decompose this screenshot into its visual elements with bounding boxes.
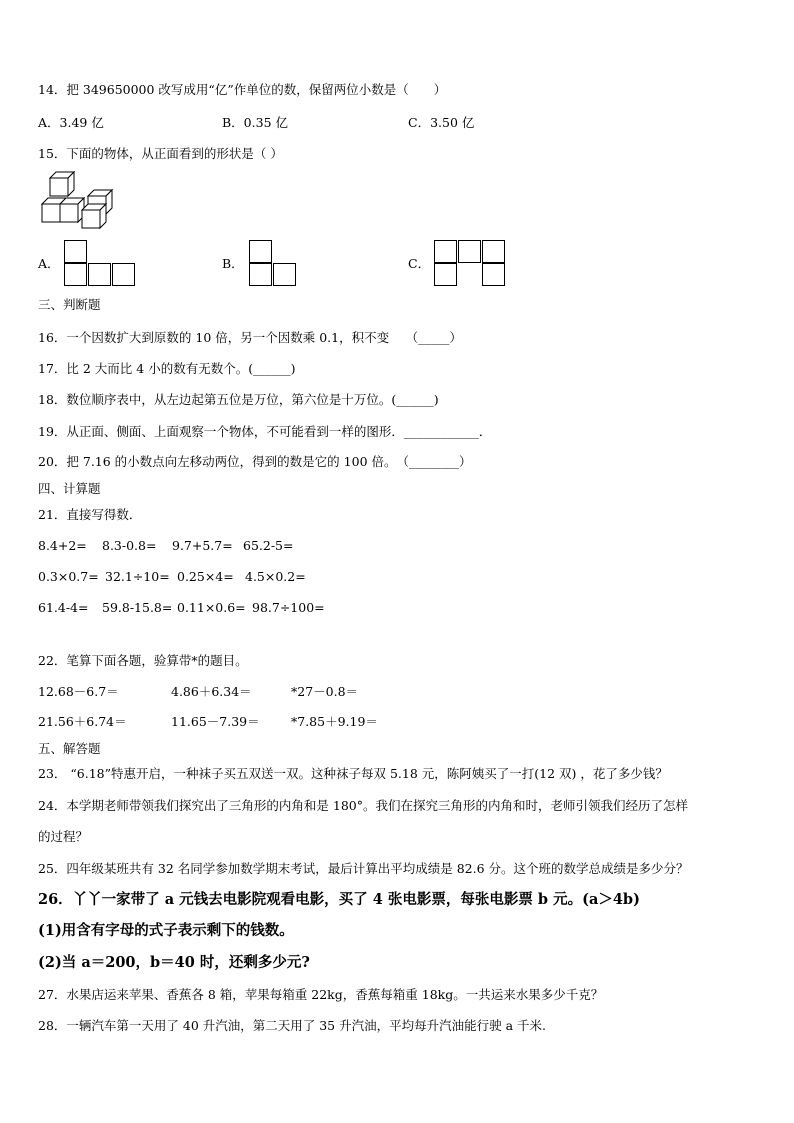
q28-text: 28．一辆汽车第一天用了 40 升汽油，第二天用了 35 升汽油，平均每升汽油能行驶 a 千米. <box>38 1018 546 1033</box>
q22-item: 21.56＋6.74＝ <box>38 714 127 729</box>
q18-text: 18．数位顺序表中，从左边起第五位是万位，第六位是十万位。(______) <box>38 392 439 407</box>
q24-text-cont: 的过程？ <box>38 829 89 844</box>
q22-item: *7.85＋9.19＝ <box>291 714 378 729</box>
q19-text: 19．从正面、侧面、上面观察一个物体，不可能看到一样的图形．____________． <box>38 424 492 439</box>
q20-text: 20．把 7.16 的小数点向左移动两位，得到的数是它的 100 倍。 （________） <box>38 454 472 469</box>
q21-item: 0.3×0.7= <box>38 569 99 584</box>
q21-item: 8.3-0.8= <box>102 538 157 553</box>
q15-shape-b <box>249 240 297 287</box>
q14-option-b: B．0.35 亿 <box>222 115 288 130</box>
q17-text: 17．比 2 大而比 4 小的数有无数个。(______) <box>38 361 296 376</box>
q14-option-c: C．3.50 亿 <box>408 115 475 130</box>
q21-stem: 21．直接写得数． <box>38 507 142 522</box>
section-calc-heading: 四、计算题 <box>38 481 101 496</box>
q15-option-a: A． <box>38 256 60 271</box>
section-solve-heading: 五、解答题 <box>38 741 101 756</box>
q26-part1: (1)用含有字母的式子表示剩下的钱数。 <box>38 922 294 939</box>
q21-item: 0.11×0.6= <box>177 600 246 615</box>
q21-item: 8.4+2= <box>38 538 87 553</box>
q26-stem: 26．丫丫一家带了 a 元钱去电影院观看电影，买了 4 张电影票，每张电影票 b 元。(a＞4b) <box>38 891 640 908</box>
q14-stem: 14．把 349650000 改写成用“亿”作单位的数，保留两位小数是（ ） <box>38 82 447 97</box>
q27-text: 27．水果店运来苹果、香蕉各 8 箱，苹果每箱重 22kg，香蕉每箱重 18kg。一共运来水果多少千克？ <box>38 987 604 1002</box>
q22-stem: 22．笔算下面各题，验算带*的题目。 <box>38 653 248 668</box>
q21-item: 59.8-15.8= <box>102 600 173 615</box>
q21-item: 9.7+5.7= <box>172 538 233 553</box>
q21-item: 98.7÷100= <box>252 600 325 615</box>
q24-text: 24．本学期老师带领我们探究出了三角形的内角和是 180°。我们在探究三角形的内角和时，老师引领我们经历了怎样 <box>38 798 688 813</box>
q25-text: 25．四年级某班共有 32 名同学参加数学期末考试，最后计算出平均成绩是 82.6 分。这个班的数学总成绩是多少分？ <box>38 861 689 876</box>
q22-item: 12.68－6.7＝ <box>38 684 119 699</box>
q15-shape-a <box>64 240 136 287</box>
q21-item: 32.1÷10= <box>105 569 170 584</box>
q21-item: 65.2-5= <box>243 538 294 553</box>
q14-option-a: A．3.49 亿 <box>38 115 104 130</box>
q15-option-c: C． <box>408 256 431 271</box>
q15-option-b: B． <box>222 256 244 271</box>
q16-text: 16．一个因数扩大到原数的 10 倍，另一个因数乘 0.1，积不变 （_____） <box>38 330 462 345</box>
q21-item: 0.25×4= <box>177 569 234 584</box>
q22-item: *27－0.8＝ <box>291 684 359 699</box>
section-judge-heading: 三、判断题 <box>38 297 101 312</box>
q21-item: 61.4-4= <box>38 600 89 615</box>
q22-item: 4.86＋6.34＝ <box>171 684 252 699</box>
q15-stem: 15．下面的物体，从正面看到的形状是（ ） <box>38 146 283 161</box>
q26-part2: (2)当 a＝200，b＝40 时，还剩多少元? <box>38 954 310 971</box>
q22-item: 11.65－7.39＝ <box>171 714 260 729</box>
q21-item: 4.5×0.2= <box>245 569 306 584</box>
q15-shape-c <box>434 240 506 287</box>
cube-stack-figure <box>38 170 124 234</box>
q23-text: 23． “6.18”特惠开启，一种袜子买五双送一双。这种袜子每双 5.18 元，陈阿姨买了一打(12 双) ，花了多少钱？ <box>38 766 668 781</box>
